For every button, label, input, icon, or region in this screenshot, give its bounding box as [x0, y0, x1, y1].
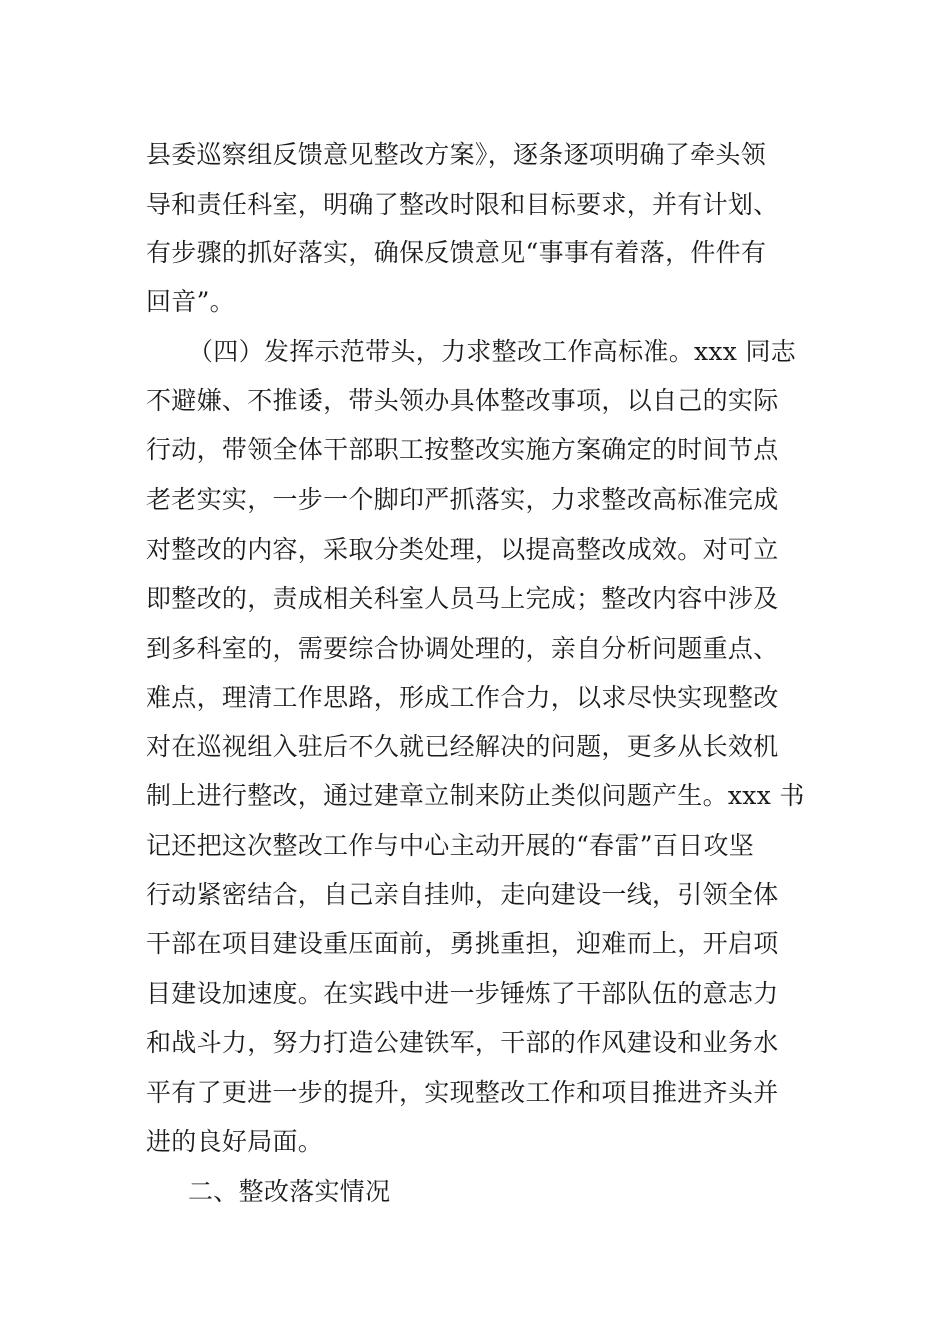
paragraph-2-line-4: 老老实实，一步一个脚印严抓落实，力求整改高标准完成 [146, 485, 779, 514]
paragraph-1-line-2: 导和责任科室，明确了整改时限和目标要求，并有计划、 [146, 190, 779, 219]
paragraph-2-line-7: 到多科室的，需要综合协调处理的，亲自分析问题重点、 [146, 634, 779, 663]
paragraph-1-line-1: 县委巡察组反馈意见整改方案》，逐条逐项明确了牵头领 [146, 140, 767, 169]
paragraph-2-line-5: 对整改的内容，采取分类处理，以提高整改成效。对可立 [146, 535, 779, 564]
paragraph-2-line-8: 难点，理清工作思路，形成工作合力，以求尽快实现整改 [146, 683, 779, 712]
paragraph-2-line-13: 干部在项目建设重压面前，勇挑重担，迎难而上，开启项 [146, 929, 779, 958]
paragraph-2-line-17: 进的良好局面。 [146, 1127, 324, 1156]
paragraph-2-line-2: 不避嫌、不推诿，带头领办具体整改事项，以自己的实际 [146, 386, 779, 415]
paragraph-2-line-9: 对在巡视组入驻后不久就已经解决的问题，更多从长效机 [146, 732, 779, 761]
paragraph-2-line-6: 即整改的，责成相关科室人员马上完成；整改内容中涉及 [146, 584, 779, 613]
paragraph-2-line-12: 行动紧密结合，自己亲自挂帅，走向建设一线，引领全体 [146, 880, 779, 909]
paragraph-2-line-16: 平有了更进一步的提升，实现整改工作和项目推进齐头并 [146, 1078, 779, 1107]
paragraph-2-line-11: 记还把这次整改工作与中心主动开展的“春雷”百日攻坚 [146, 831, 755, 860]
paragraph-1-line-3: 有步骤的抓好落实，确保反馈意见“事事有着落，件件有 [146, 238, 767, 267]
section-heading: 二、整改落实情况 [188, 1177, 391, 1206]
paragraph-2-line-14: 目建设加速度。在实践中进一步锤炼了干部队伍的意志力 [146, 979, 779, 1008]
paragraph-2-line-1: （四）发挥示范带头，力求整改工作高标准。xxx 同志 [188, 337, 797, 366]
paragraph-2-line-15: 和战斗力，努力打造公建铁军，干部的作风建设和业务水 [146, 1028, 779, 1057]
paragraph-2-line-3: 行动，带领全体干部职工按整改实施方案确定的时间节点 [146, 435, 779, 464]
paragraph-1-line-4: 回音”。 [146, 287, 235, 316]
paragraph-2-line-10: 制上进行整改，通过建章立制来防止类似问题产生。xxx 书 [146, 781, 805, 810]
